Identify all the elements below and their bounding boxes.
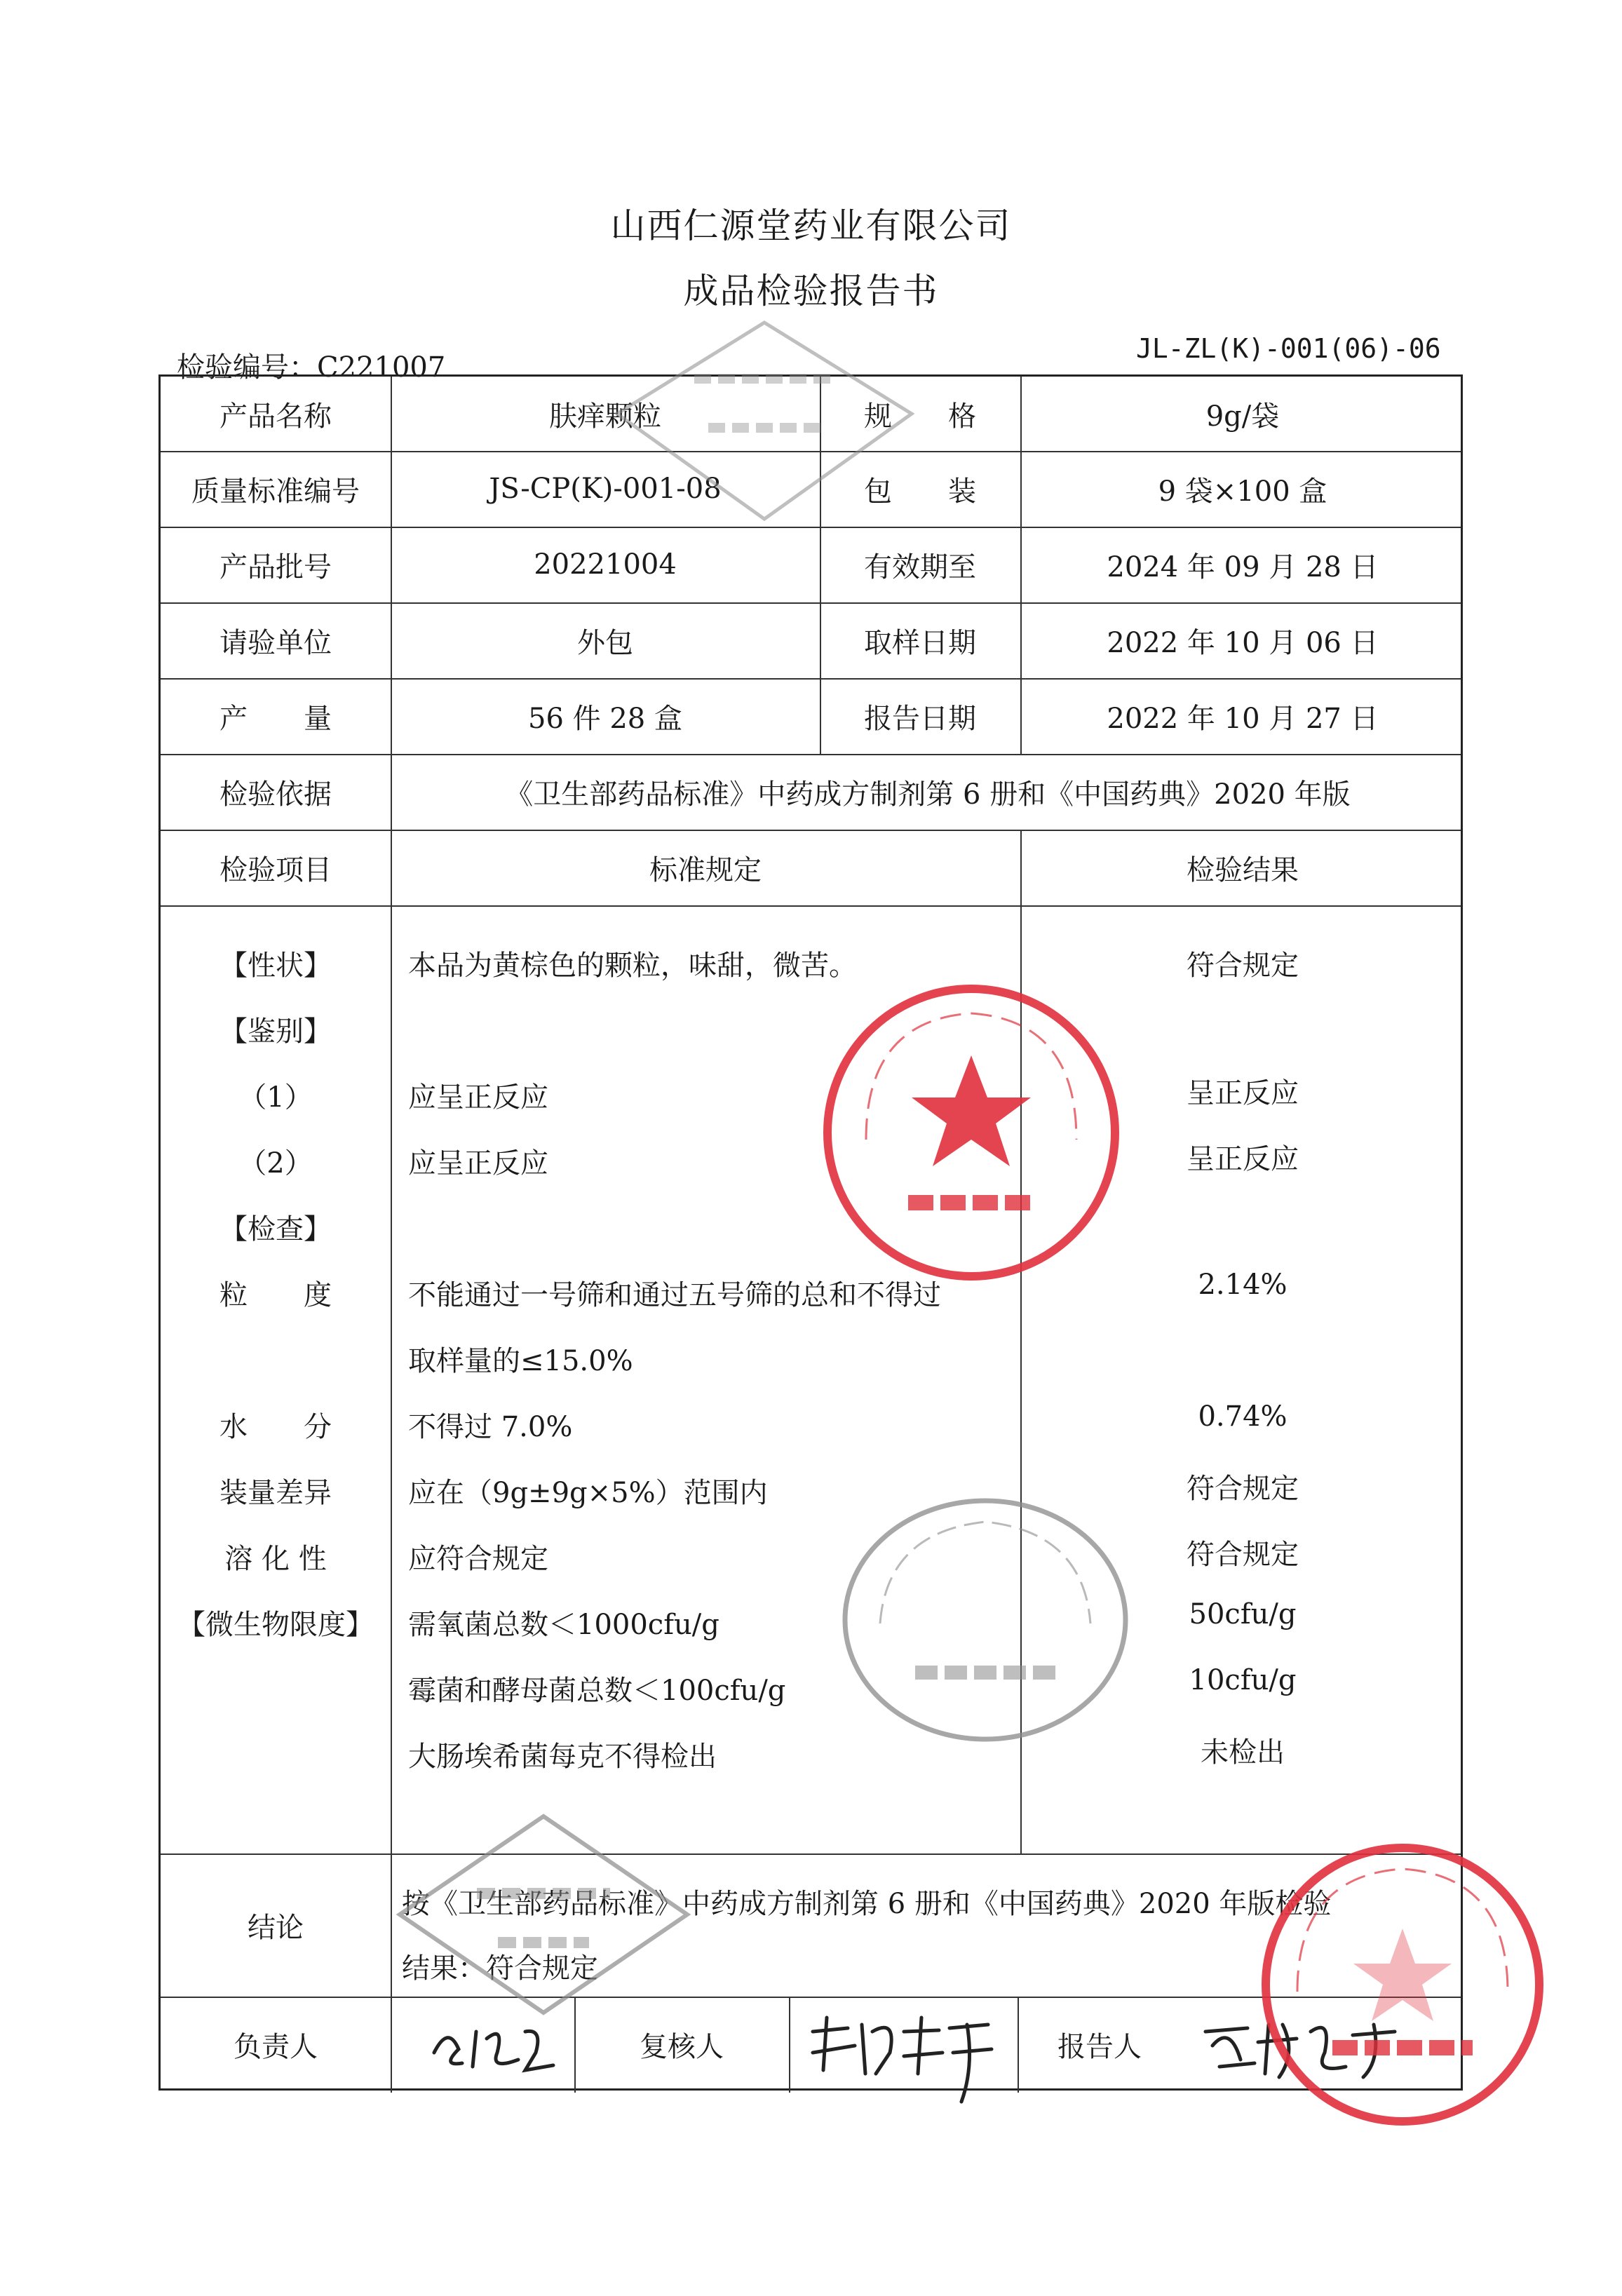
result-8: 符合规定 [1187, 1473, 1299, 1505]
inspection-report-form [158, 374, 1463, 2091]
result-0: 符合规定 [1187, 950, 1299, 982]
col-header-standard: 标准规定 [649, 853, 762, 886]
standard-0: 本品为黄棕色的颗粒，味甜，微苦。 [408, 950, 857, 982]
col-header-item: 检验项目 [219, 853, 332, 886]
std-no-value: JS-CP(K)-001-08 [489, 473, 722, 505]
item-3: （2） [238, 1147, 313, 1180]
requester-value: 外包 [577, 626, 633, 659]
result-3: 呈正反应 [1187, 1143, 1299, 1175]
report-number-label: 检验编号： [177, 351, 317, 384]
output-value: 56 件 28 盒 [528, 702, 682, 735]
expiry-value: 2024 年 09 月 28 日 [1107, 551, 1379, 583]
conclusion-label: 结论 [248, 1911, 304, 1944]
conclusion-line1: 按《卫生部药品标准》中药成方制剂第 6 册和《中国药典》2020 年版检验 [402, 1888, 1332, 1920]
standard-12: 大肠埃希菌每克不得检出 [408, 1741, 717, 1773]
reviewer-signature [799, 2004, 1009, 2109]
basis-label: 检验依据 [219, 778, 332, 811]
standard-9: 应符合规定 [408, 1543, 548, 1575]
spec-label: 规 格 [864, 400, 976, 433]
spec-value: 9g/袋 [1205, 400, 1280, 433]
responsible-label: 负责人 [234, 2031, 318, 2063]
expiry-label: 有效期至 [864, 551, 976, 583]
sampling-date-value: 2022 年 10 月 06 日 [1107, 626, 1379, 659]
basis-value: 《卫生部药品标准》中药成方制剂第 6 册和《中国药典》2020 年版 [505, 778, 1351, 811]
product-name-value: 肤痒颗粒 [549, 400, 661, 433]
item-10: 【微生物限度】 [177, 1609, 374, 1641]
standard-6: 取样量的≤15.0% [408, 1345, 633, 1377]
result-10: 50cfu/g [1189, 1598, 1297, 1630]
document-title: 成品检验报告书 [683, 271, 939, 311]
sampling-date-label: 取样日期 [864, 626, 976, 659]
result-2: 呈正反应 [1187, 1077, 1299, 1109]
product-name-label: 产品名称 [219, 400, 332, 433]
standard-10: 需氧菌总数＜1000cfu/g [408, 1609, 719, 1641]
standard-8: 应在（9g±9g×5%）范围内 [408, 1477, 768, 1509]
package-label: 包 装 [864, 475, 976, 508]
col-header-result: 检验结果 [1187, 853, 1299, 886]
standard-11: 霉菌和酵母菌总数＜100cfu/g [408, 1675, 786, 1707]
batch-label: 产品批号 [219, 551, 332, 583]
item-0: 【性状】 [219, 950, 332, 982]
item-1: 【鉴别】 [219, 1015, 332, 1048]
standard-7: 不得过 7.0% [408, 1411, 573, 1443]
batch-value: 20221004 [534, 548, 677, 581]
requester-label: 请验单位 [219, 626, 332, 659]
conclusion-line2: 结果：符合规定 [402, 1952, 598, 1985]
item-7: 水 分 [219, 1411, 332, 1443]
standard-2: 应呈正反应 [408, 1081, 548, 1114]
item-5: 粒 度 [219, 1279, 332, 1311]
report-number-value: C221007 [317, 351, 446, 384]
result-9: 符合规定 [1187, 1539, 1299, 1571]
form-code: JL-ZL(K)-001(06)-06 [1136, 333, 1441, 364]
reporter-signature [1191, 2004, 1423, 2088]
item-2: （1） [238, 1081, 313, 1114]
package-value: 9 袋×100 盒 [1158, 475, 1327, 508]
responsible-signature [420, 2011, 560, 2081]
item-9: 溶 化 性 [224, 1543, 327, 1575]
std-no-label: 质量标准编号 [191, 475, 360, 508]
result-7: 0.74% [1198, 1400, 1288, 1433]
standard-5: 不能通过一号筛和通过五号筛的总和不得过 [408, 1279, 941, 1311]
item-4: 【检查】 [219, 1213, 332, 1245]
item-8: 装量差异 [219, 1477, 332, 1509]
reporter-label: 报告人 [1057, 2031, 1142, 2063]
result-11: 10cfu/g [1189, 1664, 1297, 1696]
result-12: 未检出 [1201, 1736, 1285, 1769]
output-label: 产 量 [219, 702, 332, 735]
company-name: 山西仁源堂药业有限公司 [610, 205, 1012, 246]
reviewer-label: 复核人 [640, 2031, 724, 2063]
report-date-label: 报告日期 [864, 702, 976, 735]
result-5: 2.14% [1198, 1269, 1288, 1301]
standard-3: 应呈正反应 [408, 1147, 548, 1180]
report-date-value: 2022 年 10 月 27 日 [1107, 702, 1379, 735]
